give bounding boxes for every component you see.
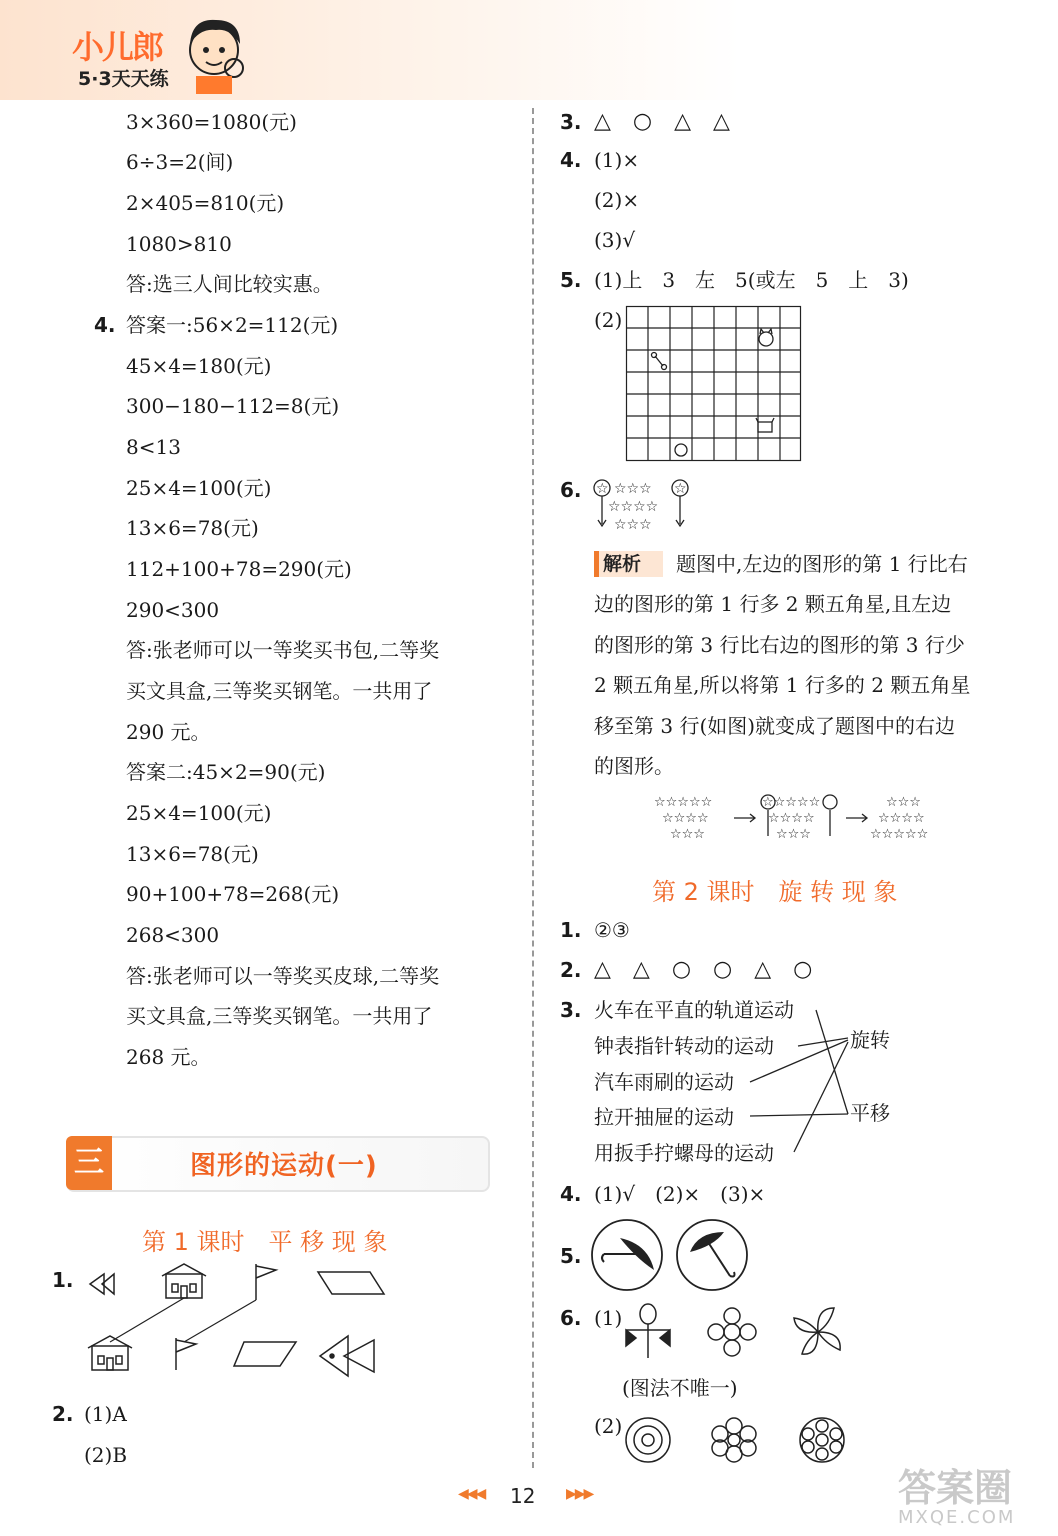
answer-line: 25×4=100(元) <box>126 801 272 825</box>
answer-line: 3×360=1080(元) <box>126 110 297 134</box>
analysis-line: 题图中,左边的图形的第 1 行比右 <box>676 552 968 576</box>
pinwheel-icon <box>794 1308 840 1354</box>
rotation-figures-2 <box>620 1414 850 1468</box>
answer-line: 答:张老师可以一等奖买书包,二等奖 <box>126 638 440 662</box>
analysis-line: 的图形。 <box>594 754 674 778</box>
svg-text:☆☆☆☆☆: ☆☆☆☆☆ <box>654 795 713 810</box>
grid-figure <box>626 306 802 462</box>
translation-figure <box>80 1260 400 1380</box>
answer-line: (1)A <box>84 1402 127 1426</box>
watermark-url: MXQE.COM <box>898 1507 1016 1528</box>
page-arrows-right-icon: ▶▶▶ <box>566 1486 593 1502</box>
page-arrows-left-icon: ◀◀◀ <box>458 1486 485 1502</box>
answer-line: 答:选三人间比较实惠。 <box>126 272 333 296</box>
svg-text:☆☆☆: ☆☆☆ <box>614 481 652 497</box>
answer-line: 300−180−112=8(元) <box>126 394 340 418</box>
answer-line: (2)B <box>84 1443 128 1467</box>
analysis-line: 移至第 3 行(如图)就变成了题图中的右边 <box>594 714 956 738</box>
question-number: 3. <box>560 110 582 134</box>
answer-line: 1080>810 <box>126 232 232 256</box>
svg-text:☆☆☆: ☆☆☆ <box>886 795 921 810</box>
answer-line: (2)× <box>594 188 640 212</box>
svg-text:☆☆☆☆: ☆☆☆☆ <box>662 811 709 826</box>
analysis-line: 边的图形的第 1 行多 2 颗五角星,且左边 <box>594 592 952 616</box>
fish-large-icon <box>320 1336 374 1376</box>
lesson-1-title: 第 1 课时 平 移 现 象 <box>142 1228 388 1256</box>
answer-line: (3)√ <box>594 228 636 252</box>
umbrella-icon <box>602 1238 654 1270</box>
answer-line: 2×405=810(元) <box>126 191 285 215</box>
answer-sub-label: (1) <box>594 1306 623 1330</box>
question-number: 5. <box>560 1244 582 1268</box>
answer-line: ②③ <box>594 918 630 942</box>
answer-line: 8<13 <box>126 435 181 459</box>
analysis-line: 的图形的第 3 行比右边的图形的第 3 行少 <box>594 633 965 657</box>
matching-lines <box>740 1000 860 1160</box>
rotation-figures-1 <box>620 1302 850 1362</box>
fish-small-icon <box>90 1274 114 1294</box>
lesson-2-title: 第 2 课时 旋 转 现 象 <box>652 878 898 906</box>
svg-text:☆☆☆☆☆: ☆☆☆☆☆ <box>762 795 821 810</box>
umbrella-icon <box>690 1232 735 1277</box>
answer-line: 45×4=180(元) <box>126 354 272 378</box>
ankh-icon <box>626 1304 670 1358</box>
answer-line: 买文具盒,三等奖买钢笔。一共用了 <box>126 1004 433 1028</box>
answer-line: 290<300 <box>126 598 220 622</box>
svg-text:☆☆☆☆: ☆☆☆☆ <box>878 811 925 826</box>
answer-line: (1)上 3 左 5(或左 5 上 3) <box>594 268 909 292</box>
question-number: 2. <box>560 958 582 982</box>
analysis-line: 2 颗五角星,所以将第 1 行多的 2 颗五角星 <box>594 673 971 697</box>
ball-icon <box>675 444 687 456</box>
question-number: 6. <box>560 1306 582 1330</box>
brand-logo: 小儿郎 <box>72 28 163 66</box>
question-number: 1. <box>52 1268 74 1292</box>
parallelogram-icon <box>234 1342 296 1366</box>
svg-text:☆: ☆ <box>596 481 609 497</box>
parallelogram-icon <box>318 1272 384 1294</box>
answer-line: 13×6=78(元) <box>126 516 259 540</box>
flower-pattern-icon <box>712 1418 756 1462</box>
answer-line: 268 元。 <box>126 1045 211 1069</box>
ring-pattern-icon <box>626 1418 670 1462</box>
svg-text:☆☆☆: ☆☆☆ <box>776 827 811 842</box>
match-item: 拉开抽屉的运动 <box>594 1105 734 1129</box>
question-number: 5. <box>560 268 582 292</box>
svg-text:☆☆☆: ☆☆☆ <box>670 827 705 842</box>
shape-answers: △ △ ○ ○ △ ○ <box>594 957 813 982</box>
svg-text:☆☆☆☆: ☆☆☆☆ <box>768 811 815 826</box>
unit-title: 图形的运动(一) <box>190 1151 378 1181</box>
answer-line: 112+100+78=290(元) <box>126 557 352 581</box>
flag-icon <box>176 1338 196 1370</box>
question-number: 2. <box>52 1402 74 1426</box>
answer-line: 答案一:56×2=112(元) <box>126 313 339 337</box>
house-icon <box>162 1264 206 1298</box>
rosette-icon <box>800 1418 844 1462</box>
question-number: 4. <box>560 148 582 172</box>
dog-icon <box>756 418 774 432</box>
cat-icon <box>759 329 773 346</box>
svg-text:☆☆☆: ☆☆☆ <box>614 517 652 533</box>
svg-text:☆☆☆☆: ☆☆☆☆ <box>608 499 659 515</box>
match-item: 火车在平直的轨道运动 <box>594 998 794 1022</box>
unit-badge: 三 <box>66 1136 112 1190</box>
column-divider <box>532 108 534 1468</box>
note: (图法不唯一) <box>622 1376 738 1400</box>
answer-line: 13×6=78(元) <box>126 842 259 866</box>
bone-icon <box>652 353 667 370</box>
answer-line: 290 元。 <box>126 720 211 744</box>
series-name: 5·3天天练 <box>78 68 169 90</box>
question-number: 3. <box>560 998 582 1022</box>
match-item: 用扳手拧螺母的运动 <box>594 1141 774 1165</box>
match-target: 旋转 <box>850 1028 890 1052</box>
answer-line: 25×4=100(元) <box>126 476 272 500</box>
answer-line: 答:张老师可以一等奖买皮球,二等奖 <box>126 964 440 988</box>
question-number: 4. <box>560 1182 582 1206</box>
mascot-icon <box>182 10 252 96</box>
answer-line: 268<300 <box>126 923 220 947</box>
analysis-label: 解析 <box>594 551 663 577</box>
flag-icon <box>256 1264 276 1300</box>
shape-answers: △ ○ △ △ <box>594 109 730 134</box>
answer-line: 90+100+78=268(元) <box>126 882 340 906</box>
house-icon <box>88 1336 132 1370</box>
star-rearrange-figure <box>590 478 700 534</box>
question-number: 6. <box>560 478 582 502</box>
question-number: 1. <box>560 918 582 942</box>
answer-line: 6÷3=2(间) <box>126 150 234 174</box>
svg-text:☆: ☆ <box>674 481 687 497</box>
page-number: 12 <box>510 1484 536 1508</box>
match-item: 钟表指针转动的运动 <box>594 1034 774 1058</box>
answer-sub-label: (2) <box>594 308 623 332</box>
watermark-text: 答案圈 <box>898 1466 1013 1510</box>
watermark <box>898 1468 1015 1528</box>
answer-line: 答案二:45×2=90(元) <box>126 760 326 784</box>
match-item: 汽车雨刷的运动 <box>594 1070 734 1094</box>
question-number: 4. <box>94 313 116 337</box>
match-target: 平移 <box>850 1101 890 1125</box>
answer-line: (1)√ (2)× (3)× <box>594 1182 766 1206</box>
answer-sub-label: (2) <box>594 1414 623 1438</box>
answer-line: (1)× <box>594 148 640 172</box>
answer-line: 买文具盒,三等奖买钢笔。一共用了 <box>126 679 433 703</box>
flower-icon <box>708 1308 756 1356</box>
umbrella-figure <box>590 1218 752 1292</box>
svg-text:☆☆☆☆☆: ☆☆☆☆☆ <box>870 827 929 842</box>
star-transform-figure <box>654 792 954 844</box>
